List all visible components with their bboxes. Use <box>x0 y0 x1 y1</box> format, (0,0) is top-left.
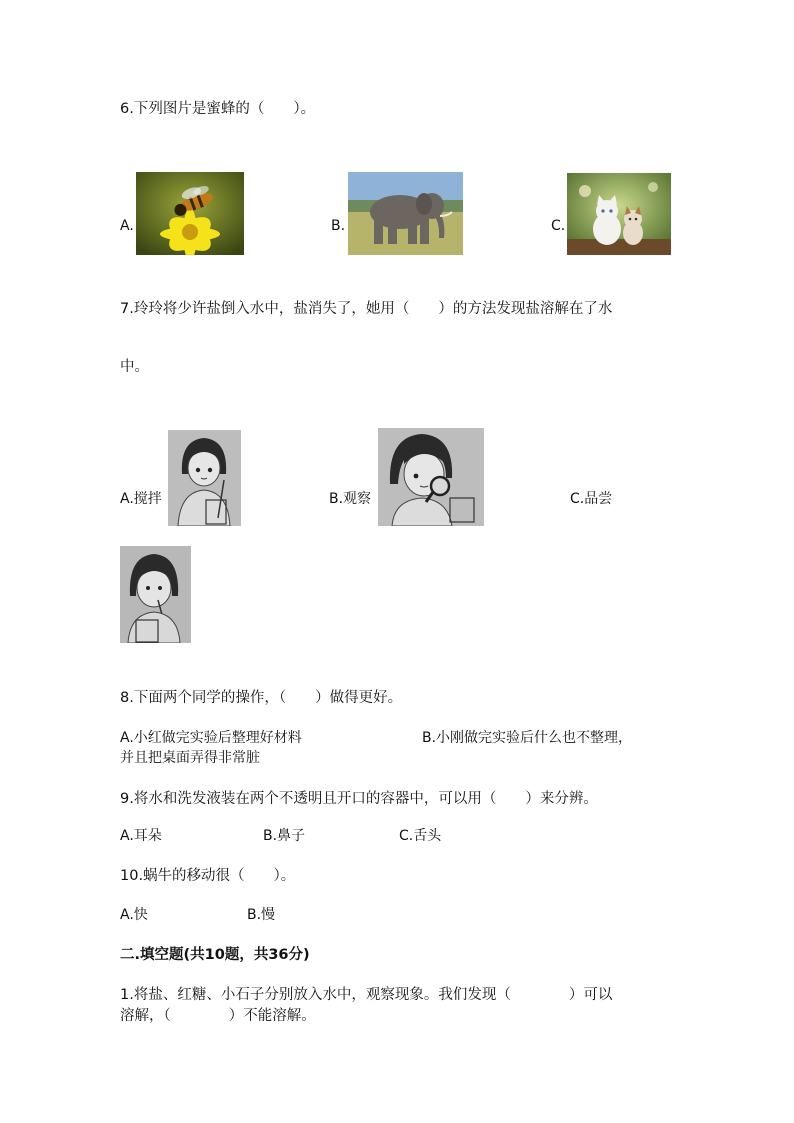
q8-stem: 8.下面两个同学的操作，（ ）做得更好。 <box>120 690 403 706</box>
q9-stem: 9.将水和洗发液装在两个不透明且开口的容器中，可以用（ ）来分辨。 <box>120 791 598 807</box>
q6-stem: 6.下列图片是蜜蜂的（ ）。 <box>120 101 316 117</box>
q10-stem: 10.蜗牛的移动很（ ）。 <box>120 868 296 884</box>
q10-option-b[interactable]: B.慢 <box>247 907 276 923</box>
q6-option-b-label[interactable]: B. <box>331 218 346 234</box>
q8-option-a[interactable]: A.小红做完实验后整理好材料 <box>120 730 302 746</box>
q7-stem-line1: 7.玲玲将少许盐倒入水中，盐消失了，她用（ ）的方法发现盐溶解在了水 <box>120 301 613 317</box>
q8-option-b-line1[interactable]: B.小刚做完实验后什么也不整理， <box>422 730 633 746</box>
q6-option-a-label[interactable]: A. <box>120 218 134 234</box>
kittens-image[interactable] <box>567 173 671 255</box>
q9-option-b[interactable]: B.鼻子 <box>263 828 306 844</box>
q9-option-c[interactable]: C.舌头 <box>399 828 442 844</box>
q6-option-c-label[interactable]: C. <box>551 218 566 234</box>
fill1-line2: 溶解，（ ）不能溶解。 <box>120 1008 316 1024</box>
q7-option-c-label[interactable]: C.品尝 <box>570 491 613 507</box>
q8-option-b-line2[interactable]: 并且把桌面弄得非常脏 <box>120 750 260 766</box>
q10-option-a[interactable]: A.快 <box>120 907 148 923</box>
girl-magnifier-image[interactable] <box>378 428 484 526</box>
bee-on-flower-image[interactable] <box>136 172 244 255</box>
girl-stirring-image[interactable] <box>168 430 241 526</box>
q9-option-a[interactable]: A.耳朵 <box>120 828 162 844</box>
elephant-image[interactable] <box>348 172 463 255</box>
q7-stem-line2: 中。 <box>120 359 149 375</box>
q7-option-a-label[interactable]: A.搅拌 <box>120 491 162 507</box>
girl-tasting-image[interactable] <box>120 546 191 643</box>
section-2-title: 二.填空题(共10题，共36分) <box>120 947 310 963</box>
q7-option-b-label[interactable]: B.观察 <box>329 491 372 507</box>
fill1-line1: 1.将盐、红糖、小石子分别放入水中，观察现象。我们发现（ ）可以 <box>120 987 613 1003</box>
